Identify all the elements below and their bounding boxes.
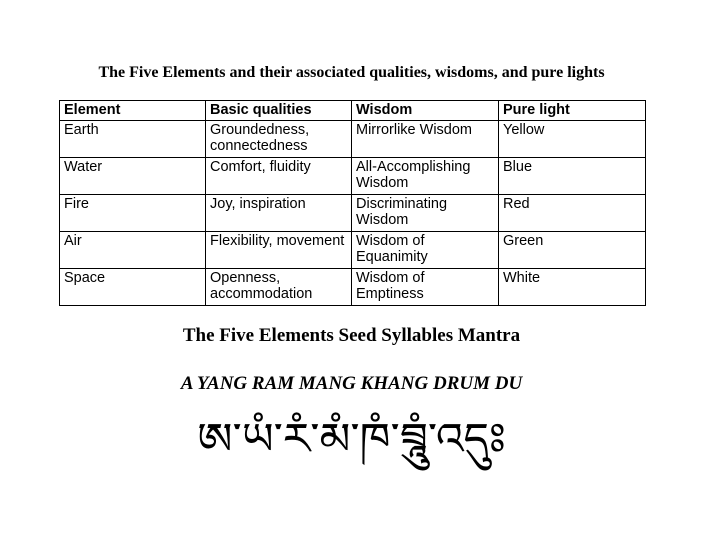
elements-table (59, 100, 646, 306)
pure-light-cell: Green (499, 231, 646, 268)
element-cell: Space (60, 268, 206, 305)
mantra-transliteration: A YANG RAM MANG KHANG DRUM DU (180, 373, 523, 394)
wisdom-cell: Discriminating Wisdom (352, 194, 499, 231)
wisdom-cell: Wisdom of Emptiness (352, 268, 499, 305)
pure-light-cell: White (499, 268, 646, 305)
wisdom-cell: All-Accomplishing Wisdom (352, 157, 499, 194)
column-header-basic-qualities: Basic qualities (206, 101, 352, 121)
table-header-row (60, 101, 646, 121)
basic-qualities-cell: Openness, accommodation (206, 268, 352, 305)
element-cell: Water (60, 157, 206, 194)
mantra-tibetan-script: ཨ་ཡཾ་རཾ་མཾ་ཁཾ་བྲཱུཾ་འདུཿ (197, 414, 506, 465)
element-cell: Earth (60, 120, 206, 157)
basic-qualities-cell: Joy, inspiration (206, 194, 352, 231)
pure-light-cell: Blue (499, 157, 646, 194)
column-header-element: Element (60, 101, 206, 121)
table-row (60, 120, 646, 157)
table-row (60, 157, 646, 194)
table-row (60, 194, 646, 231)
basic-qualities-cell: Flexibility, movement (206, 231, 352, 268)
basic-qualities-cell: Comfort, fluidity (206, 157, 352, 194)
pure-light-cell: Yellow (499, 120, 646, 157)
table-row (60, 231, 646, 268)
mantra-heading: The Five Elements Seed Syllables Mantra (182, 325, 521, 346)
page-title: The Five Elements and their associated qualities, wisdoms, and pure lights (98, 64, 605, 81)
column-header-wisdom: Wisdom (352, 101, 499, 121)
wisdom-cell: Wisdom of Equanimity (352, 231, 499, 268)
wisdom-cell: Mirrorlike Wisdom (352, 120, 499, 157)
element-cell: Air (60, 231, 206, 268)
basic-qualities-cell: Groundedness, connectedness (206, 120, 352, 157)
table-row (60, 268, 646, 305)
pure-light-cell: Red (499, 194, 646, 231)
element-cell: Fire (60, 194, 206, 231)
column-header-pure-light: Pure light (499, 101, 646, 121)
